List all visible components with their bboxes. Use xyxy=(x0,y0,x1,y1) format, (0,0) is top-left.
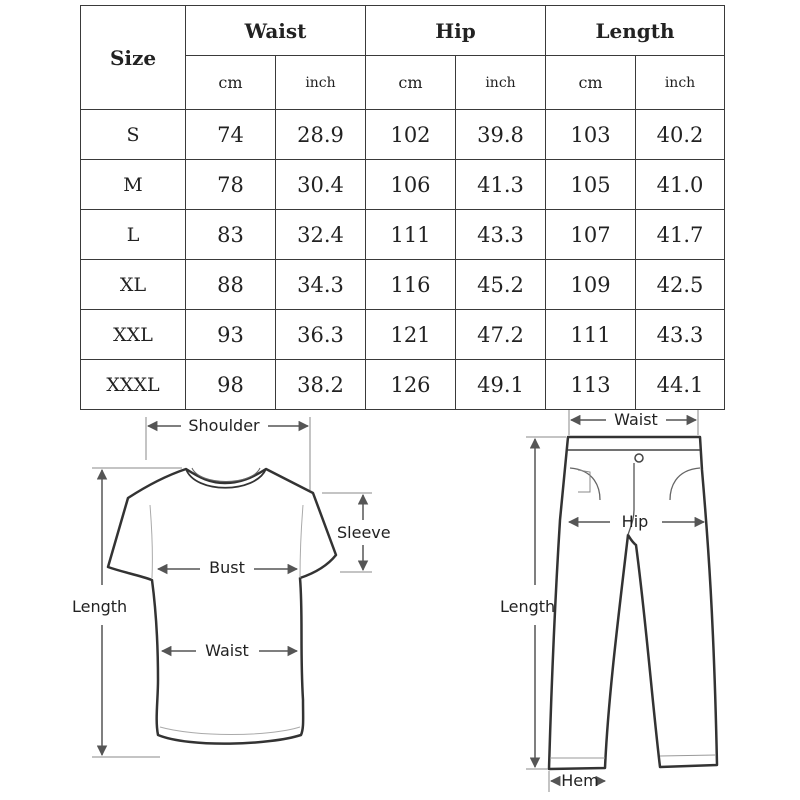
sleeve-label: Sleeve xyxy=(337,523,391,542)
value-cell: 49.1 xyxy=(456,360,546,410)
value-cell: 93 xyxy=(186,310,276,360)
value-cell: 116 xyxy=(366,260,456,310)
size-header: Size xyxy=(81,6,186,110)
value-cell: 111 xyxy=(366,210,456,260)
hem-label: Hem xyxy=(561,771,599,790)
value-cell: 111 xyxy=(546,310,636,360)
value-cell: 45.2 xyxy=(456,260,546,310)
value-cell: 83 xyxy=(186,210,276,260)
pants-outline xyxy=(549,437,717,769)
tshirt-collar xyxy=(186,469,266,488)
value-cell: 43.3 xyxy=(456,210,546,260)
value-cell: 44.1 xyxy=(636,360,725,410)
waist-header: Waist xyxy=(186,6,366,56)
value-cell: 30.4 xyxy=(276,160,366,210)
value-cell: 98 xyxy=(186,360,276,410)
value-cell: 28.9 xyxy=(276,110,366,160)
value-cell: 107 xyxy=(546,210,636,260)
unit-cell: inch xyxy=(636,56,725,110)
value-cell: 102 xyxy=(366,110,456,160)
hip-header: Hip xyxy=(366,6,546,56)
value-cell: 126 xyxy=(366,360,456,410)
pants-diagram xyxy=(500,410,717,792)
length-label: Length xyxy=(72,597,128,616)
value-cell: 105 xyxy=(546,160,636,210)
value-cell: 40.2 xyxy=(636,110,725,160)
unit-cell: inch xyxy=(276,56,366,110)
value-cell: 34.3 xyxy=(276,260,366,310)
tshirt-outline xyxy=(108,469,336,744)
unit-cell: cm xyxy=(366,56,456,110)
value-cell: 42.5 xyxy=(636,260,725,310)
value-cell: 41.7 xyxy=(636,210,725,260)
length-header: Length xyxy=(546,6,725,56)
waist-label: Waist xyxy=(205,641,249,660)
tshirt-seam-left xyxy=(150,505,152,578)
pants-hip-label: Hip xyxy=(621,512,649,531)
pants-hem-right xyxy=(660,755,716,756)
tshirt-diagram xyxy=(72,416,391,757)
value-cell: 47.2 xyxy=(456,310,546,360)
size-cell: M xyxy=(81,160,186,210)
value-cell: 32.4 xyxy=(276,210,366,260)
unit-cell: cm xyxy=(186,56,276,110)
tshirt-seam-right xyxy=(300,505,303,578)
tshirt-hem-line xyxy=(160,727,300,735)
size-cell: L xyxy=(81,210,186,260)
pants-button xyxy=(635,454,643,462)
value-cell: 36.3 xyxy=(276,310,366,360)
value-cell: 38.2 xyxy=(276,360,366,410)
unit-cell: inch xyxy=(456,56,546,110)
pants-pocket-right xyxy=(670,468,700,500)
value-cell: 41.3 xyxy=(456,160,546,210)
value-cell: 39.8 xyxy=(456,110,546,160)
value-cell: 109 xyxy=(546,260,636,310)
shoulder-label: Shoulder xyxy=(188,416,260,435)
unit-cell: cm xyxy=(546,56,636,110)
value-cell: 103 xyxy=(546,110,636,160)
size-cell: XXXL xyxy=(81,360,186,410)
value-cell: 113 xyxy=(546,360,636,410)
value-cell: 121 xyxy=(366,310,456,360)
pants-waist-label: Waist xyxy=(614,410,658,429)
value-cell: 88 xyxy=(186,260,276,310)
bust-label: Bust xyxy=(209,558,245,577)
size-cell: XXL xyxy=(81,310,186,360)
value-cell: 74 xyxy=(186,110,276,160)
value-cell: 106 xyxy=(366,160,456,210)
value-cell: 78 xyxy=(186,160,276,210)
size-cell: XL xyxy=(81,260,186,310)
pants-length-label: Length xyxy=(500,597,556,616)
size-cell: S xyxy=(81,110,186,160)
value-cell: 41.0 xyxy=(636,160,725,210)
pants-pocket-left xyxy=(570,468,600,500)
value-cell: 43.3 xyxy=(636,310,725,360)
